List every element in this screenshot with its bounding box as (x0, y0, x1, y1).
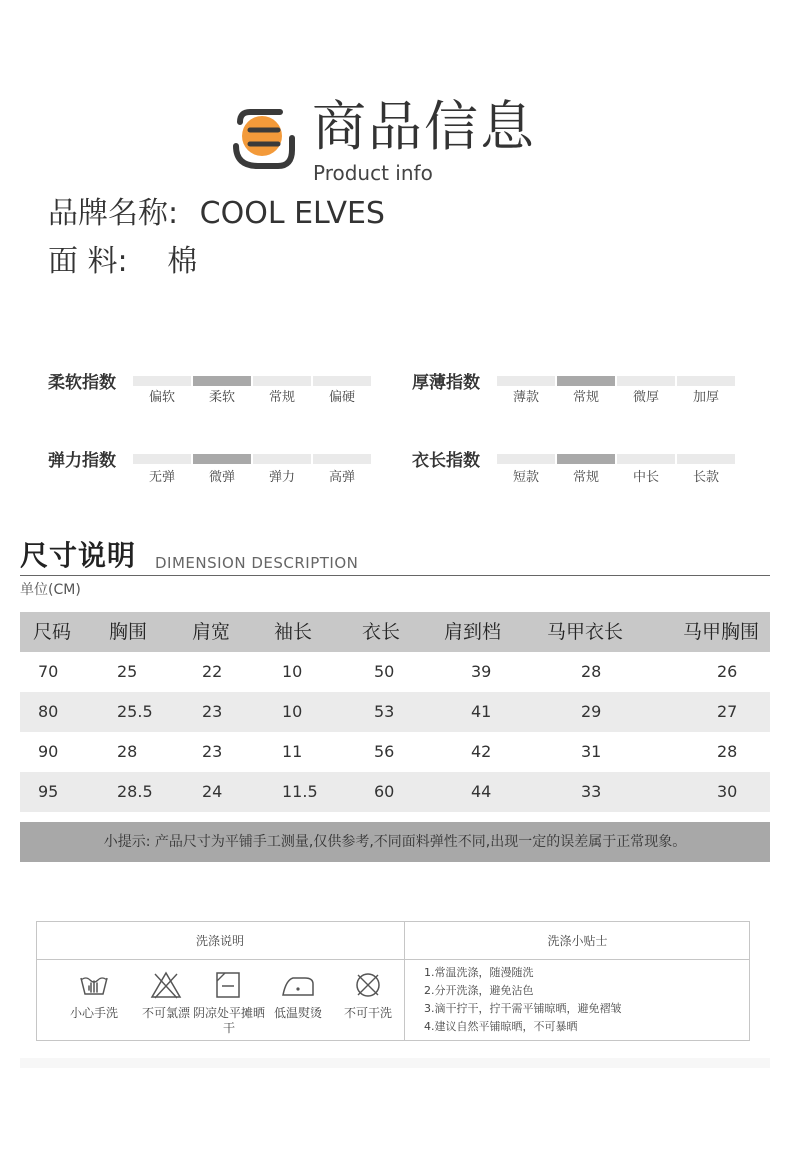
rating-option: 偏软 (148, 390, 175, 405)
table-cell: 25 (117, 662, 138, 681)
rating-segment (133, 454, 191, 464)
table-cell: 10 (282, 702, 303, 721)
table-header-cell: 衣长 (362, 621, 401, 643)
unit-label: 单位(CM) (20, 582, 81, 598)
rating-option: 薄款 (512, 390, 539, 405)
table-header-cell: 袖长 (274, 621, 313, 643)
table-cell: 50 (374, 662, 395, 681)
rating-option: 柔软 (208, 390, 235, 405)
shade-dry-flat-icon (211, 970, 245, 1000)
table-cell: 23 (202, 742, 223, 761)
rating-label-elasticity: 弹力指数 (48, 451, 116, 471)
table-cell: 28.5 (117, 782, 153, 801)
size-table (20, 612, 770, 812)
rating-segment-selected (557, 454, 615, 464)
table-cell: 25.5 (117, 702, 153, 721)
page-title: 商品信息 (312, 95, 536, 158)
table-header-cell: 马甲衣长 (547, 621, 624, 643)
rating-bar-elasticity (133, 454, 371, 464)
rating-options-elasticity (133, 469, 371, 487)
wash-icon-label: 不可氯漂 (141, 1006, 190, 1020)
table-cell: 42 (471, 742, 492, 761)
brand-label: 品牌名称: (48, 196, 179, 231)
rating-option: 常规 (572, 390, 599, 405)
rating-options-length (497, 469, 735, 487)
table-cell: 26 (717, 662, 738, 681)
rating-segment (617, 376, 675, 386)
rating-segment-selected (193, 376, 251, 386)
rating-option: 无弹 (148, 470, 175, 485)
wash-tip: 3.滴干拧干，拧干需平铺晾晒，避免褶皱 (424, 1002, 622, 1015)
divider (20, 575, 770, 576)
rating-segment-selected (193, 454, 251, 464)
table-cell: 41 (471, 702, 492, 721)
table-cell: 28 (581, 662, 602, 681)
rating-segment (313, 376, 371, 386)
rating-option: 长款 (692, 470, 719, 485)
rating-option: 常规 (572, 470, 599, 485)
rating-segment (313, 454, 371, 464)
fabric-label: 面 料: (48, 244, 128, 279)
table-cell: 30 (717, 782, 738, 801)
table-header-cell: 尺码 (33, 621, 72, 643)
table-cell: 80 (38, 702, 59, 721)
table-cell: 11.5 (282, 782, 318, 801)
table-header-cell: 胸围 (109, 621, 148, 643)
wash-tip: 2.分开洗涤，避免沾色 (424, 984, 534, 997)
table-cell: 29 (581, 702, 602, 721)
table-cell: 10 (282, 662, 303, 681)
table-cell: 95 (38, 782, 59, 801)
table-cell: 22 (202, 662, 223, 681)
rating-label-length: 衣长指数 (412, 451, 480, 471)
wash-tip: 4.建议自然平铺晾晒，不可暴晒 (424, 1020, 578, 1033)
table-header-cell: 肩宽 (192, 621, 231, 643)
table-row (20, 652, 770, 692)
table-header-cell: 肩到档 (444, 621, 502, 643)
rating-segment (253, 454, 311, 464)
hand-wash-icon (77, 970, 111, 1000)
table-header-cell: 马甲胸围 (683, 621, 760, 643)
page-subtitle: Product info (313, 161, 433, 185)
table-row (20, 692, 770, 732)
wash-icon-label: 小心手洗 (69, 1006, 118, 1020)
table-cell: 28 (117, 742, 138, 761)
rating-segment (133, 376, 191, 386)
rating-segment (617, 454, 675, 464)
rating-option: 弹力 (268, 470, 295, 485)
wash-icon-label: 低温熨烫 (273, 1006, 322, 1020)
low-iron-icon (281, 970, 315, 1000)
rating-bar-softness (133, 376, 371, 386)
table-header-row (20, 612, 770, 652)
table-row (20, 772, 770, 812)
table-cell: 70 (38, 662, 59, 681)
size-section-subtitle: DIMENSION DESCRIPTION (155, 554, 359, 572)
size-tip: 小提示: 产品尺寸为平铺手工测量,仅供参考,不同面料弹性不同,出现一定的误差属于正常现象。 (20, 822, 770, 862)
rating-bar-length (497, 454, 735, 464)
divider (36, 959, 404, 960)
table-cell: 56 (374, 742, 395, 761)
size-section-title: 尺寸说明 (20, 539, 137, 572)
wash-tips-title: 洗涤小贴士 (547, 934, 608, 948)
brand-value: COOL ELVES (199, 196, 385, 231)
table-cell: 39 (471, 662, 492, 681)
no-bleach-icon (149, 970, 183, 1000)
rating-option: 偏硬 (328, 390, 355, 405)
table-cell: 24 (202, 782, 223, 801)
table-cell: 31 (581, 742, 602, 761)
rating-segment-selected (557, 376, 615, 386)
wash-instructions-title: 洗涤说明 (195, 934, 244, 948)
wash-icon-label: 不可干洗 (343, 1006, 392, 1020)
table-cell: 90 (38, 742, 59, 761)
table-cell: 23 (202, 702, 223, 721)
brand-row (48, 194, 385, 234)
rating-option: 微弹 (208, 470, 235, 485)
wash-icon-label: 阴凉处平摊晒干 (193, 1006, 266, 1035)
rating-options-thickness (497, 389, 735, 407)
table-cell: 11 (282, 742, 303, 761)
rating-segment (677, 454, 735, 464)
rating-bar-thickness (497, 376, 735, 386)
rating-segment (497, 454, 555, 464)
rating-option: 高弹 (328, 470, 355, 485)
rating-option: 常规 (268, 390, 295, 405)
rating-option: 加厚 (692, 390, 719, 405)
rating-option: 短款 (512, 470, 539, 485)
no-dry-clean-icon (351, 970, 385, 1000)
fabric-value: 棉 (167, 244, 198, 279)
table-row (20, 732, 770, 772)
rating-options-softness (133, 389, 371, 407)
rating-option: 微厚 (632, 390, 659, 405)
divider (405, 959, 750, 960)
table-cell: 33 (581, 782, 602, 801)
rating-segment (497, 376, 555, 386)
wash-tip: 1.常温洗涤，随漫随洗 (424, 966, 534, 979)
table-cell: 44 (471, 782, 492, 801)
rating-segment (253, 376, 311, 386)
table-cell: 60 (374, 782, 395, 801)
rating-option: 中长 (632, 470, 659, 485)
table-cell: 53 (374, 702, 395, 721)
table-cell: 28 (717, 742, 738, 761)
fabric-row (48, 242, 197, 282)
rating-segment (677, 376, 735, 386)
footer-band (20, 1058, 770, 1068)
rating-label-softness: 柔软指数 (48, 373, 116, 393)
menu-list-icon (228, 104, 300, 176)
rating-label-thickness: 厚薄指数 (412, 373, 480, 393)
table-cell: 27 (717, 702, 738, 721)
